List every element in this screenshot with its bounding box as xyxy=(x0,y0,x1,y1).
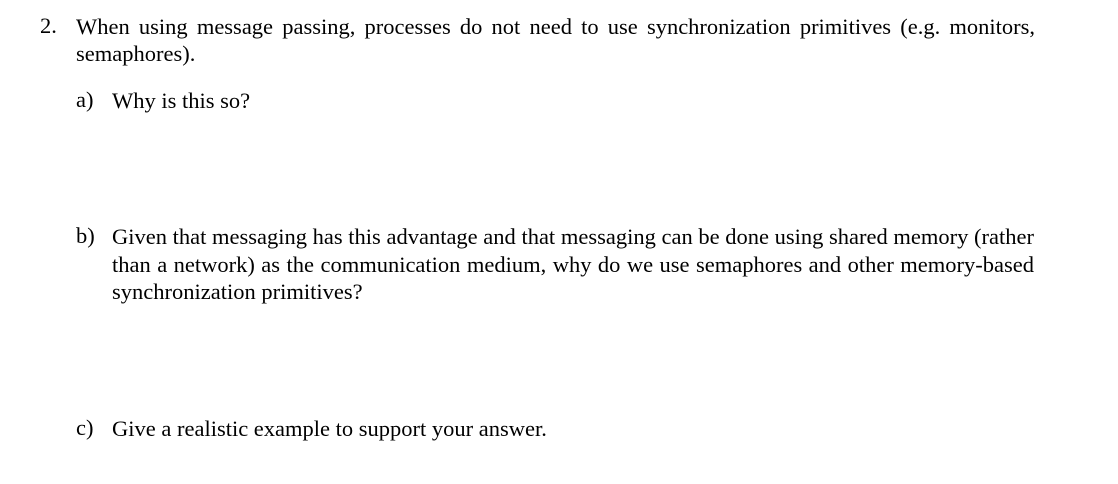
question-number: 2. xyxy=(40,13,57,38)
part-c-text: Give a realistic example to support your answer. xyxy=(112,416,547,441)
part-b xyxy=(76,223,1034,306)
part-c-label: c) xyxy=(76,415,94,440)
part-b-text: Given that messaging has this advantage and that messaging can be done using shared memory (rather than a network) as the communication medium, why do we use semaphores and other memory-based synchronization primitives? xyxy=(112,224,1034,304)
part-b-label: b) xyxy=(76,223,95,248)
part-a xyxy=(76,87,1034,115)
question-text: When using message passing, processes do not need to use synchronization primitives (e.g. monitors, semaphores). xyxy=(76,14,1035,66)
part-c xyxy=(76,415,1034,443)
part-a-text: Why is this so? xyxy=(112,88,251,113)
question-2 xyxy=(40,13,1035,67)
part-a-label: a) xyxy=(76,87,94,112)
